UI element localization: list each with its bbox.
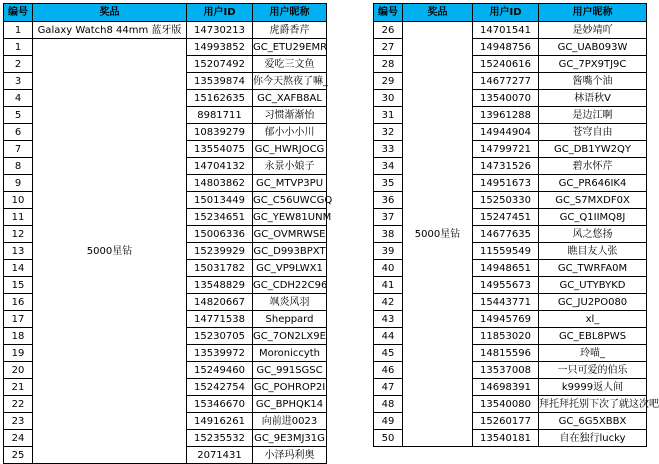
user-nickname: GC_7PX9TJ9C xyxy=(539,56,647,73)
user-nickname: GC_MTVP3PU xyxy=(253,175,327,192)
user-id: 15443771 xyxy=(473,294,539,311)
row-number: 1 xyxy=(4,39,33,56)
user-nickname: GC_PR646IK4 xyxy=(539,175,647,192)
row-number: 5 xyxy=(4,107,33,124)
user-id: 14730213 xyxy=(187,22,253,39)
user-id: 13540070 xyxy=(473,90,539,107)
row-number: 22 xyxy=(4,396,33,413)
user-id: 8981711 xyxy=(187,107,253,124)
user-id: 15239929 xyxy=(187,243,253,260)
header-prize: 奖品 xyxy=(403,4,473,22)
user-nickname: 林语秋V xyxy=(539,90,647,107)
user-id: 11559549 xyxy=(473,243,539,260)
user-id: 2071431 xyxy=(187,447,253,464)
winners-table-right xyxy=(373,3,659,447)
user-nickname: GC_POHROP2I xyxy=(253,379,327,396)
row-number: 36 xyxy=(374,192,403,209)
user-id: 14815596 xyxy=(473,345,539,362)
user-nickname: 郁小小小川 xyxy=(253,124,327,141)
user-id: 13548829 xyxy=(187,277,253,294)
row-number: 9 xyxy=(4,175,33,192)
row-number: 29 xyxy=(374,73,403,90)
row-number: 12 xyxy=(4,226,33,243)
user-nickname: GC_XAFB8AL xyxy=(253,90,327,107)
user-id: 15346670 xyxy=(187,396,253,413)
header-nickname: 用户昵称 xyxy=(253,4,327,22)
user-nickname: 小泽玛利奥 xyxy=(253,447,327,464)
user-id: 15235532 xyxy=(187,430,253,447)
row-number: 7 xyxy=(4,141,33,158)
row-number: 33 xyxy=(374,141,403,158)
row-number: 25 xyxy=(4,447,33,464)
row-number: 31 xyxy=(374,107,403,124)
user-id: 14731526 xyxy=(473,158,539,175)
prize-cell: 5000星钻 xyxy=(33,39,187,464)
user-nickname: GC_UTYBYKD xyxy=(539,277,647,294)
row-number: 13 xyxy=(4,243,33,260)
row-number: 2 xyxy=(4,56,33,73)
header-row xyxy=(4,4,327,22)
user-nickname: k9999返人间 xyxy=(539,379,647,396)
user-id: 14799721 xyxy=(473,141,539,158)
user-nickname: GC_ETU29EMR xyxy=(253,39,327,56)
header-nickname: 用户昵称 xyxy=(539,4,647,22)
row-number: 32 xyxy=(374,124,403,141)
user-nickname: GC_6G5XBBX xyxy=(539,413,647,430)
user-nickname: GC_EBL8PWS xyxy=(539,328,647,345)
user-id: 14704132 xyxy=(187,158,253,175)
row-number: 10 xyxy=(4,192,33,209)
user-id: 14771538 xyxy=(187,311,253,328)
user-id: 13540080 xyxy=(473,396,539,413)
user-nickname: GC_991SGSC xyxy=(253,362,327,379)
user-id: 14916261 xyxy=(187,413,253,430)
user-nickname: xl_ xyxy=(539,311,647,328)
user-id: 14944904 xyxy=(473,124,539,141)
user-nickname: GC_S7MXDF0X xyxy=(539,192,647,209)
user-id: 15006336 xyxy=(187,226,253,243)
row-number: 16 xyxy=(4,294,33,311)
row-number: 39 xyxy=(374,243,403,260)
row-number: 49 xyxy=(374,413,403,430)
table-row xyxy=(4,39,327,56)
user-nickname: GC_UAB093W xyxy=(539,39,647,56)
user-id: 14677277 xyxy=(473,73,539,90)
user-nickname: 是妙靖吖 xyxy=(539,22,647,39)
user-id: 15230705 xyxy=(187,328,253,345)
user-nickname: 碧水怀芹 xyxy=(539,158,647,175)
row-number: 4 xyxy=(4,90,33,107)
user-id: 14948756 xyxy=(473,39,539,56)
row-number: 14 xyxy=(4,260,33,277)
header-user-id: 用户ID xyxy=(187,4,253,22)
table-row xyxy=(4,22,327,39)
header-number: 编号 xyxy=(4,4,33,22)
row-number: 19 xyxy=(4,345,33,362)
user-nickname: GC_OVMRWSE xyxy=(253,226,327,243)
user-nickname: GC_C56UWCGQ xyxy=(253,192,327,209)
header-user-id: 用户ID xyxy=(473,4,539,22)
user-id: 15260177 xyxy=(473,413,539,430)
user-id: 13537008 xyxy=(473,362,539,379)
row-number: 11 xyxy=(4,209,33,226)
user-id: 14677635 xyxy=(473,226,539,243)
row-number: 41 xyxy=(374,277,403,294)
user-nickname: 向前进0023 xyxy=(253,413,327,430)
user-id: 15031782 xyxy=(187,260,253,277)
row-number: 30 xyxy=(374,90,403,107)
row-number: 26 xyxy=(374,22,403,39)
row-number: 21 xyxy=(4,379,33,396)
row-number: 24 xyxy=(4,430,33,447)
row-number: 46 xyxy=(374,362,403,379)
user-nickname: GC_7ON2LX9E xyxy=(253,328,327,345)
user-nickname: GC_YEW81UNM xyxy=(253,209,327,226)
user-id: 15250330 xyxy=(473,192,539,209)
user-nickname: GC_JU2PO080 xyxy=(539,294,647,311)
user-nickname: GC_DB1YW2QY xyxy=(539,141,647,158)
user-nickname: GC_9E3MJ31G xyxy=(253,430,327,447)
user-id: 14955673 xyxy=(473,277,539,294)
user-id: 13540181 xyxy=(473,430,539,447)
row-number: 20 xyxy=(4,362,33,379)
user-id: 15162635 xyxy=(187,90,253,107)
row-number: 50 xyxy=(374,430,403,447)
user-nickname: 飒炎风羽 xyxy=(253,294,327,311)
user-nickname: GC_CDH22C96 xyxy=(253,277,327,294)
row-number: 18 xyxy=(4,328,33,345)
user-nickname: 风之悠扬 xyxy=(539,226,647,243)
user-nickname: 玲喵_ xyxy=(539,345,647,362)
header-number: 编号 xyxy=(374,4,403,22)
row-number: 27 xyxy=(374,39,403,56)
user-id: 13539874 xyxy=(187,73,253,90)
user-nickname: 永景小娘子 xyxy=(253,158,327,175)
row-number: 34 xyxy=(374,158,403,175)
user-nickname: 瞧目友人张 xyxy=(539,243,647,260)
user-id: 10839279 xyxy=(187,124,253,141)
user-id: 11853020 xyxy=(473,328,539,345)
user-id: 15242754 xyxy=(187,379,253,396)
user-nickname: GC_BPHQK14 xyxy=(253,396,327,413)
user-id: 14951673 xyxy=(473,175,539,192)
user-id: 15247451 xyxy=(473,209,539,226)
row-number: 28 xyxy=(374,56,403,73)
prize-cell: 5000星钻 xyxy=(403,22,473,447)
row-number: 3 xyxy=(4,73,33,90)
row-number: 6 xyxy=(4,124,33,141)
user-nickname: 酱嘴个油 xyxy=(539,73,647,90)
user-nickname: 你今天熬夜了嘛_ xyxy=(253,73,327,90)
user-nickname: 拜托拜托别下次了就这次吧 xyxy=(539,396,647,413)
user-nickname: Moroniccyth xyxy=(253,345,327,362)
user-nickname: 虎爵香芹 xyxy=(253,22,327,39)
user-id: 15240616 xyxy=(473,56,539,73)
user-id: 15207492 xyxy=(187,56,253,73)
row-number: 8 xyxy=(4,158,33,175)
winners-table-left xyxy=(3,3,333,464)
user-id: 14948651 xyxy=(473,260,539,277)
user-nickname: 一只可爱的伯乐 xyxy=(539,362,647,379)
user-id: 15013449 xyxy=(187,192,253,209)
user-nickname: Sheppard xyxy=(253,311,327,328)
header-prize: 奖品 xyxy=(33,4,187,22)
user-nickname: GC_D993BPXT xyxy=(253,243,327,260)
row-number: 43 xyxy=(374,311,403,328)
user-nickname: 是边江啊 xyxy=(539,107,647,124)
user-nickname: 爱吃三文鱼 xyxy=(253,56,327,73)
user-id: 14698391 xyxy=(473,379,539,396)
header-row xyxy=(374,4,647,22)
row-number: 23 xyxy=(4,413,33,430)
row-number: 42 xyxy=(374,294,403,311)
row-number: 45 xyxy=(374,345,403,362)
row-number: 44 xyxy=(374,328,403,345)
user-id: 13961288 xyxy=(473,107,539,124)
row-number: 37 xyxy=(374,209,403,226)
prize-cell: Galaxy Watch8 44mm 蓝牙版 xyxy=(33,22,187,39)
user-id: 14803862 xyxy=(187,175,253,192)
user-id: 14820667 xyxy=(187,294,253,311)
user-id: 14701541 xyxy=(473,22,539,39)
user-id: 15249460 xyxy=(187,362,253,379)
user-id: 15234651 xyxy=(187,209,253,226)
row-number: 1 xyxy=(4,22,33,39)
row-number: 17 xyxy=(4,311,33,328)
user-id: 14945769 xyxy=(473,311,539,328)
user-nickname: GC_Q1IIMQ8J xyxy=(539,209,647,226)
row-number: 48 xyxy=(374,396,403,413)
row-number: 40 xyxy=(374,260,403,277)
user-nickname: 自在独行lucky xyxy=(539,430,647,447)
user-nickname: 习惯渐渐怡 xyxy=(253,107,327,124)
table-row xyxy=(374,22,647,39)
user-nickname: GC_HWRJOCG xyxy=(253,141,327,158)
user-nickname: GC_TWRFA0M xyxy=(539,260,647,277)
row-number: 35 xyxy=(374,175,403,192)
user-nickname: 苍穹自由 xyxy=(539,124,647,141)
user-id: 14993852 xyxy=(187,39,253,56)
user-id: 13554075 xyxy=(187,141,253,158)
row-number: 47 xyxy=(374,379,403,396)
user-nickname: GC_VP9LWX1 xyxy=(253,260,327,277)
row-number: 15 xyxy=(4,277,33,294)
row-number: 38 xyxy=(374,226,403,243)
user-id: 13539972 xyxy=(187,345,253,362)
